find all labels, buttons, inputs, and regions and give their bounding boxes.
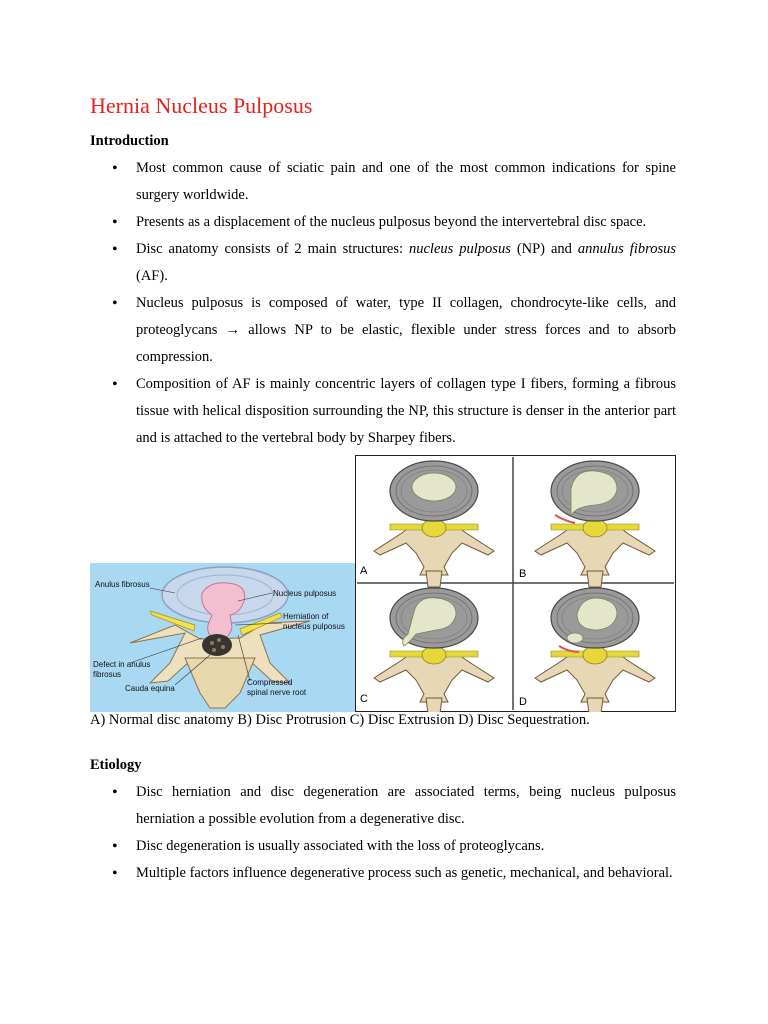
list-item: • Disc anatomy consists of 2 main structures: nucleus pulposus (NP) and annulus fibrosus (AF). bbox=[90, 236, 676, 290]
label-herniation-1: Herniation of bbox=[283, 612, 329, 621]
page-title: Hernia Nucleus Pulposus bbox=[90, 93, 313, 118]
panel-label-b: B bbox=[519, 568, 527, 580]
list-item: • Presents as a displacement of the nucleus pulposus beyond the intervertebral disc space. bbox=[90, 209, 676, 236]
introduction-heading: Introduction bbox=[90, 133, 169, 149]
label-compressed-2: spinal nerve root bbox=[247, 688, 307, 697]
introduction-list bbox=[90, 155, 676, 452]
etiology-list bbox=[90, 779, 676, 887]
panel-label-a: A bbox=[360, 565, 368, 577]
list-item: • Disc herniation and disc degeneration are associated terms, being nucleus pulposus herniation a possible evolution from a degenerative disc. bbox=[90, 779, 676, 833]
disc-stages-figure bbox=[355, 455, 676, 712]
list-item: • Most common cause of sciatic pain and one of the most common indications for spine surgery worldwide. bbox=[90, 155, 676, 209]
label-nucleus: Nucleus pulposus bbox=[273, 589, 337, 598]
arrow-icon: → bbox=[225, 322, 241, 338]
list-item: • Composition of AF is mainly concentric layers of collagen type I fibers, forming a fibrous tissue with helical disposition surrounding the NP, this structure is denser in the anterior part and is attached to the vertebral body by Sharpey fibers. bbox=[90, 371, 676, 452]
label-herniation-2: nucleus pulposus bbox=[283, 622, 345, 631]
list-item: • Disc degeneration is usually associated with the loss of proteoglycans. bbox=[90, 833, 676, 860]
label-defect-2: fibrosus bbox=[93, 670, 122, 679]
label-compressed-1: Compressed bbox=[247, 678, 293, 687]
panel-label-d: D bbox=[519, 696, 527, 708]
etiology-heading: Etiology bbox=[90, 757, 142, 773]
figure-caption: A) Normal disc anatomy B) Disc Protrusion C) Disc Extrusion D) Disc Sequestration. bbox=[90, 712, 590, 728]
herniation-illustration bbox=[90, 563, 355, 712]
list-item: • Nucleus pulposus is composed of water, type II collagen, chondrocyte-like cells, and proteoglycans → allows NP to be elastic, flexible under stress forces and to absorb compression. bbox=[90, 290, 676, 371]
label-defect-1: Defect in anulus bbox=[93, 660, 151, 669]
label-cauda: Cauda equina bbox=[125, 684, 175, 693]
list-item: • Multiple factors influence degenerative process such as genetic, mechanical, and behavioral. bbox=[90, 860, 676, 887]
label-anulus: Anulus fibrosus bbox=[95, 580, 150, 589]
panel-label-c: C bbox=[360, 693, 368, 705]
